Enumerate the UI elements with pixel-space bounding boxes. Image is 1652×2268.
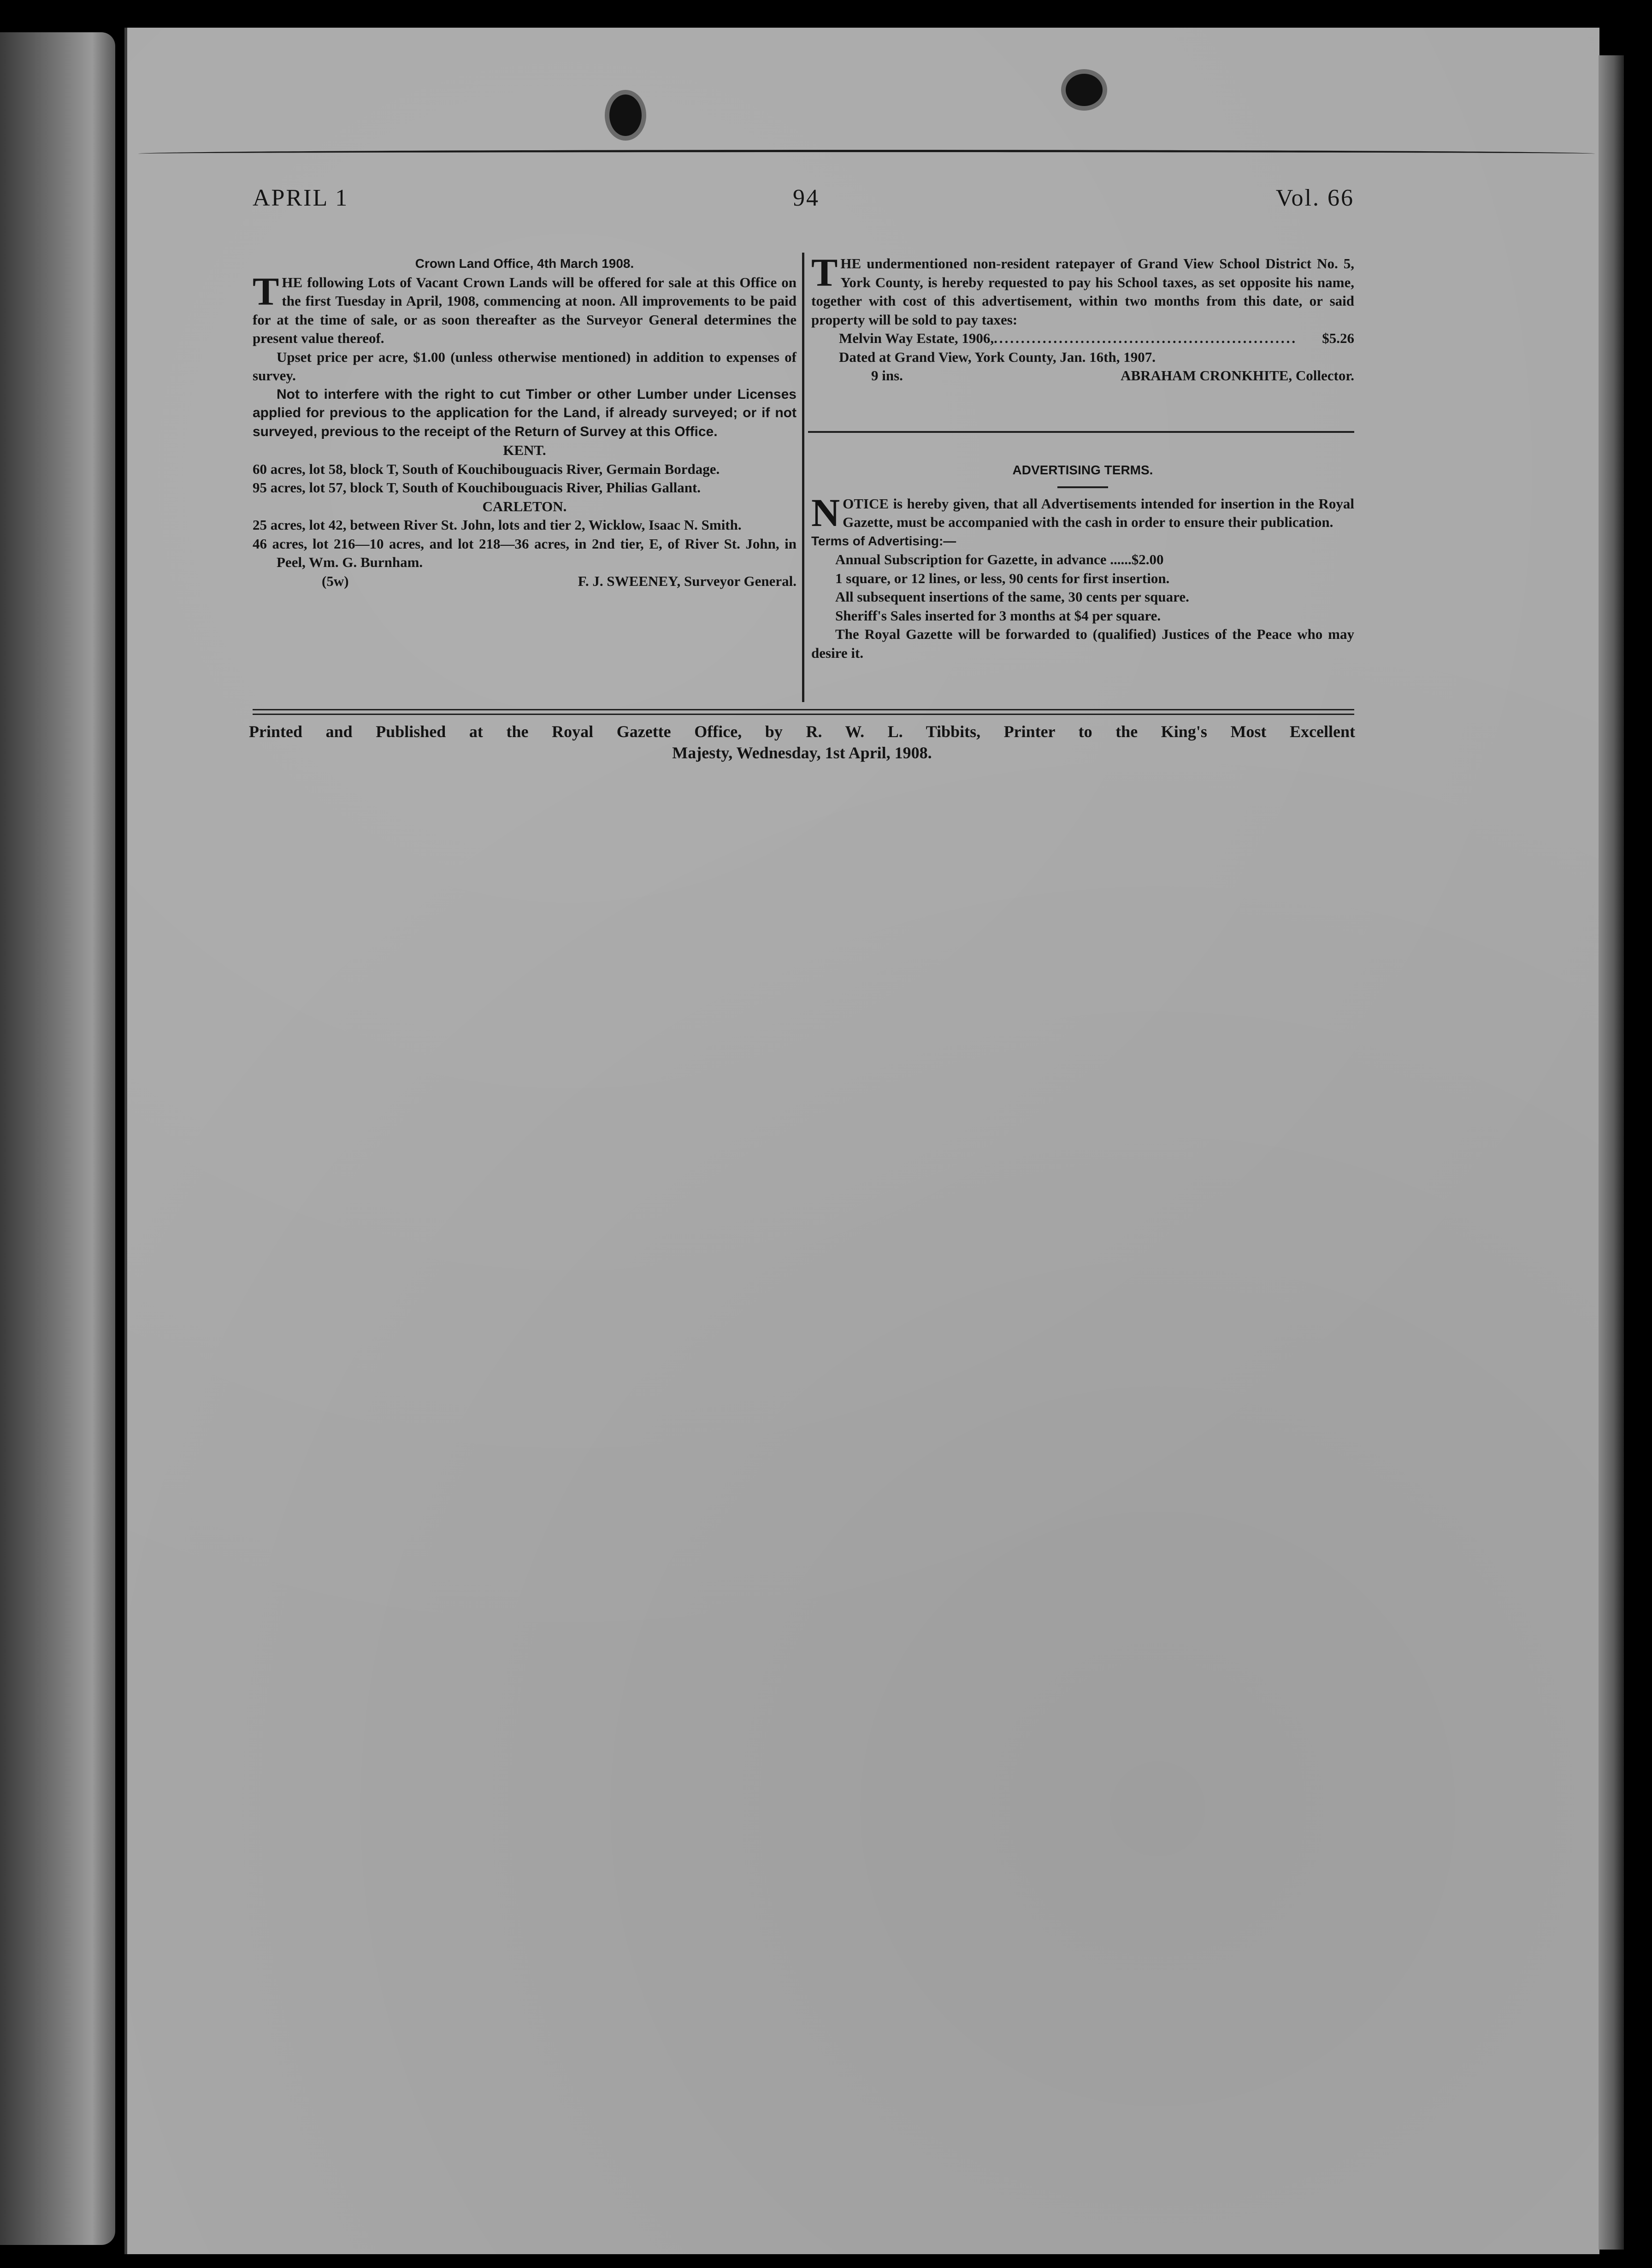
terms-item: Sheriff's Sales inserted for 3 months at $4 per square. [835, 607, 1161, 624]
collector-signature-row [811, 366, 1354, 385]
tax-notice-text: HE undermentioned non-resident ratepayer of Grand View School District No. 5, York County, is hereby requested to pay his School taxes, as set opposite his name, together with cost of this advertisement, within two months from this date, or said property will be sold to pay taxes: [811, 255, 1354, 328]
tax-entry-amount: $5.26 [1322, 330, 1354, 346]
advertising-text: OTICE is hereby given, that all Advertisements intended for insertion in the Royal Gazette, must be accompanied with the cash in order to ensure their publication. [843, 495, 1354, 530]
section-divider [808, 431, 1354, 433]
section-heading-carleton: CARLETON. [482, 498, 567, 514]
lot-entry: 25 acres, lot 42, between River St. John, lots and tier 2, Wicklow, Isaac N. Smith. [253, 517, 742, 533]
section-heading-kent: KENT. [503, 442, 546, 458]
imprint-line-1: Printed and Published at the Royal Gazette Office, by R. W. L. Tibbits, Printer to the King's Most Excellent [249, 722, 1355, 741]
advertising-notice [811, 490, 1354, 535]
insertion-note: (5w) [322, 573, 349, 589]
header-page-number: 94 [793, 185, 820, 211]
header-volume: Vol. 66 [1275, 185, 1354, 211]
notice-heading: Crown Land Office, 4th March 1908. [415, 256, 634, 271]
imprint-line-2: Majesty, Wednesday, 1st April, 1908. [672, 744, 932, 762]
tax-entry [811, 329, 1354, 348]
collector-signature: ABRAHAM CRONKHITE, Collector. [1121, 367, 1354, 384]
dropcap-letter: T [811, 250, 838, 295]
tax-dated-line: Dated at Grand View, York County, Jan. 16th, 1907. [839, 348, 1156, 365]
school-tax-notice [811, 250, 1354, 329]
intro-text: HE following Lots of Vacant Crown Lands will be offered for sale at this Office on the first Tuesday in April, 1908, commencing at noon. All improvements to be paid for at the time of sale, or as soon thereafter as the Surveyor General determines the present value thereof. [253, 274, 796, 346]
heading-rule [1057, 486, 1108, 488]
advertising-terms-block [811, 461, 1354, 662]
page-right-edge [1599, 55, 1624, 2250]
page-header [253, 184, 1354, 217]
terms-item: The Royal Gazette will be forwarded to (qualified) Justices of the Peace who may desire it. [811, 626, 1354, 661]
header-date: APRIL 1 [253, 185, 349, 211]
surveyor-signature-row [253, 572, 796, 591]
publisher-imprint [249, 721, 1355, 763]
timber-notice: Not to interfere with the right to cut Timber or other Lumber under Licenses applied for previous to the application for the Land, if already surveyed; or if not surveyed, previous to the receipt of the Return of Survey at this Office. [253, 386, 796, 439]
left-column [253, 254, 796, 591]
terms-item: 1 square, or 12 lines, or less, 90 cents for first insertion. [835, 570, 1170, 586]
terms-item: Annual Subscription for Gazette, in advance ......$2.00 [835, 551, 1164, 567]
dropcap-letter: N [811, 490, 840, 535]
upset-price-note: Upset price per acre, $1.00 (unless otherwise mentioned) in addition to expenses of survey. [253, 348, 796, 384]
lot-entry: 95 acres, lot 57, block T, South of Kouchibouguacis River, Philias Gallant. [253, 479, 701, 496]
footer-rule-top [253, 709, 1354, 710]
punch-hole-right [1066, 74, 1103, 106]
advertising-heading: ADVERTISING TERMS. [1012, 463, 1153, 477]
tax-entry-leader: ........................................................ [994, 330, 1298, 346]
adjacent-page-edge [0, 32, 115, 2245]
terms-label: Terms of Advertising:— [811, 533, 956, 548]
dropcap-letter: T [253, 269, 279, 313]
page-fold-crease [138, 150, 1595, 158]
tax-insertions: 9 ins. [871, 367, 903, 384]
punch-hole-left [609, 94, 642, 136]
right-column [811, 250, 1354, 385]
surveyor-signature: F. J. SWEENEY, Surveyor General. [578, 573, 796, 589]
crown-lands-intro [253, 269, 796, 348]
tax-entry-name: Melvin Way Estate, 1906, [839, 330, 994, 346]
column-divider [802, 253, 804, 702]
lot-entry: 60 acres, lot 58, block T, South of Kouchibouguacis River, Germain Bordage. [253, 461, 720, 477]
terms-item: All subsequent insertions of the same, 30 cents per square. [835, 589, 1189, 605]
lot-entry: 46 acres, lot 216—10 acres, and lot 218—36 acres, in 2nd tier, E, of River St. John, in Peel, Wm. G. Burnham. [253, 535, 796, 570]
footer-rule-bottom [253, 714, 1354, 715]
